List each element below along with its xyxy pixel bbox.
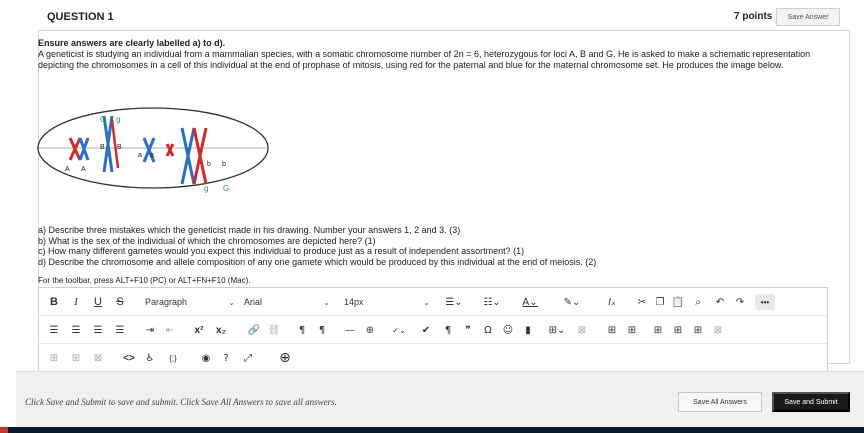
italic-button[interactable]: I [74,296,78,308]
highlight-icon[interactable]: ✎⌄ [563,296,581,308]
redo-icon[interactable]: ↷ [735,296,745,308]
bold-button[interactable]: B [50,296,58,308]
subscript-button[interactable]: x₂ [215,324,226,336]
more-options-button[interactable]: ••• [755,294,775,310]
accessibility-icon[interactable]: ♿ [145,352,155,364]
underline-button[interactable]: U [94,296,102,308]
points-label: 7 points [734,11,773,22]
delete-row-icon[interactable]: ⊞ [653,324,663,336]
spellcheck-icon[interactable]: ✓⌄ [392,325,406,335]
delete-table-icon[interactable]: ⊠ [93,352,103,364]
cut-icon[interactable]: ✂ [637,296,647,308]
bullet-list-icon[interactable]: ☰⌄ [445,296,463,308]
add-content-icon[interactable]: ⊕ [279,350,291,366]
checkmark-icon[interactable]: ✔ [421,324,431,336]
question-item-a: a) Describe three mistakes which the geneticist made in his drawing. Number your answers 1, 2 and 3. (3) [38,225,461,235]
table-icon[interactable]: ⊞⌄ [548,324,566,336]
label-A-2: A [81,166,86,173]
superscript-button[interactable]: x² [194,324,204,336]
paragraph-format-select[interactable] [145,294,237,310]
rtl-icon[interactable]: ¶ [318,324,326,336]
question-item-c: c) How many different gametes would you expect this individual to produce just as a result of independent assortment? (1) [38,246,525,256]
ltr-icon[interactable]: ¶ [298,324,306,336]
code-button[interactable]: <> [123,352,135,364]
horizontal-rule-icon[interactable]: — [345,324,355,336]
emoji-icon[interactable]: ☺ [502,324,514,336]
chromosome-A-red [70,138,80,160]
clear-format-icon[interactable]: Iₓ [608,296,616,308]
label-B-1: B [100,144,105,151]
insert-col-after-icon[interactable]: ⊞ [693,324,703,336]
toolbar-row-2 [39,316,827,344]
save-and-submit-button[interactable]: Save and Submit [772,392,850,412]
preview-icon[interactable]: ◉ [201,352,211,364]
os-taskbar [0,427,864,433]
font-family-select[interactable] [244,294,332,310]
taskbar-indicator [0,427,8,433]
toolbar-hint: For the toolbar, press ALT+F10 (PC) or ALT+FN+F10 (Mac). [38,276,251,285]
chromosome-GB-blue [104,116,112,172]
outdent-icon[interactable]: ⇤ [165,324,175,336]
numbered-list-icon[interactable]: ☷⌄ [483,296,501,308]
question-item-d: d) Describe the chromosome and allele composition of any one gamete which would be produced by this individual at the end of meiosis. (2) [38,256,597,267]
question-item-b: b) What is the sex of the individual of which the chromosomes are depicted here? (1) [38,235,376,246]
question-paragraph: A geneticist is studying an individual from a mammalian species, with a somatic chromosome number of 2n = 6, heterozygous for loci A, B and G. He is asked to make a schematic representation depicting the chromosomes in a cell of this individual at the end of prophase of mitosis, using red for the paternal and blue for the maternal chromosome set. He produces the image below. [38,49,811,70]
font-size-label: 14px [344,297,364,307]
label-B-2: B [117,144,122,151]
instruction-text: Ensure answers are clearly labelled a) to d). [38,38,226,48]
paragraph-format-label: Paragraph [145,297,188,307]
search-icon[interactable]: ⌕ [695,296,701,308]
save-all-answers-button[interactable]: Save All Answers [678,392,762,412]
bookmark-icon[interactable]: ▮ [525,324,531,336]
justify-icon[interactable]: ☰ [115,324,125,336]
link-icon[interactable]: 🔗 [247,324,261,336]
chevron-down-icon: ⌄ [323,297,330,307]
indent-icon[interactable]: ⇥ [145,324,155,336]
chromosome-bG-blue [182,128,194,184]
align-left-icon[interactable]: ☰ [49,324,59,336]
toolbar-row-3 [39,344,827,372]
align-right-icon[interactable]: ☰ [93,324,103,336]
insert-col-before-icon[interactable]: ⊞ [673,324,683,336]
undo-icon[interactable]: ↶ [715,296,725,308]
footer-instructions: Click Save and Submit to save and submit. Click Save All Answers to save all answers. [25,397,337,407]
label-a-1: a [138,152,142,159]
chevron-down-icon: ⌄ [228,297,235,307]
table-props-icon[interactable]: ⊠ [577,324,587,336]
label-a-2: a [150,152,154,159]
delete-col-icon[interactable]: ⊠ [713,324,723,336]
chromosome-a-red [167,144,173,156]
chromosome-figure [36,100,276,198]
special-character-icon[interactable]: Ω [484,324,492,336]
rich-text-editor [38,287,828,373]
label-G-top: G [100,115,107,124]
insert-icon[interactable]: ⊕ [365,324,375,336]
copy-icon[interactable]: ❐ [655,296,665,308]
insert-row-before-icon[interactable]: ⊞ [607,324,617,336]
label-A-1: A [65,166,70,173]
label-g-bottom: g [204,184,209,193]
label-g-top: g [116,115,121,124]
insert-row-after-icon[interactable]: ⊞ [627,324,637,336]
chromosome-A-blue [80,138,88,160]
text-color-icon[interactable]: A⌄ [522,296,538,308]
chromosome-bG-red [194,128,206,184]
font-family-label: Arial [244,297,263,307]
font-size-select[interactable] [344,294,432,310]
help-icon[interactable]: ? [223,352,229,364]
paste-icon[interactable]: 📋 [671,296,685,308]
align-center-icon[interactable]: ☰ [71,324,81,336]
strikethrough-button[interactable]: S [116,296,124,308]
split-cells-icon[interactable]: ⊞ [71,352,81,364]
chevron-down-icon: ⌄ [423,297,430,307]
label-b-1: b [207,161,211,168]
label-b-2: b [222,161,226,168]
question-items [38,225,596,267]
submission-footer [16,371,864,427]
merge-cells-icon[interactable]: ⊞ [49,352,59,364]
question-title: QUESTION 1 [47,11,114,23]
label-G-bottom: G [223,184,230,193]
question-header [38,4,850,31]
source-code-button[interactable]: {;} [169,353,177,363]
unlink-icon[interactable]: ⛓ [267,324,281,336]
blockquote-icon[interactable]: ❞ [465,324,471,336]
fullscreen-icon[interactable]: ⤢ [244,352,252,364]
pilcrow-icon[interactable]: ¶ [444,324,452,336]
toolbar-row-1 [39,288,827,316]
save-answer-button[interactable]: Save Answer [776,8,840,26]
